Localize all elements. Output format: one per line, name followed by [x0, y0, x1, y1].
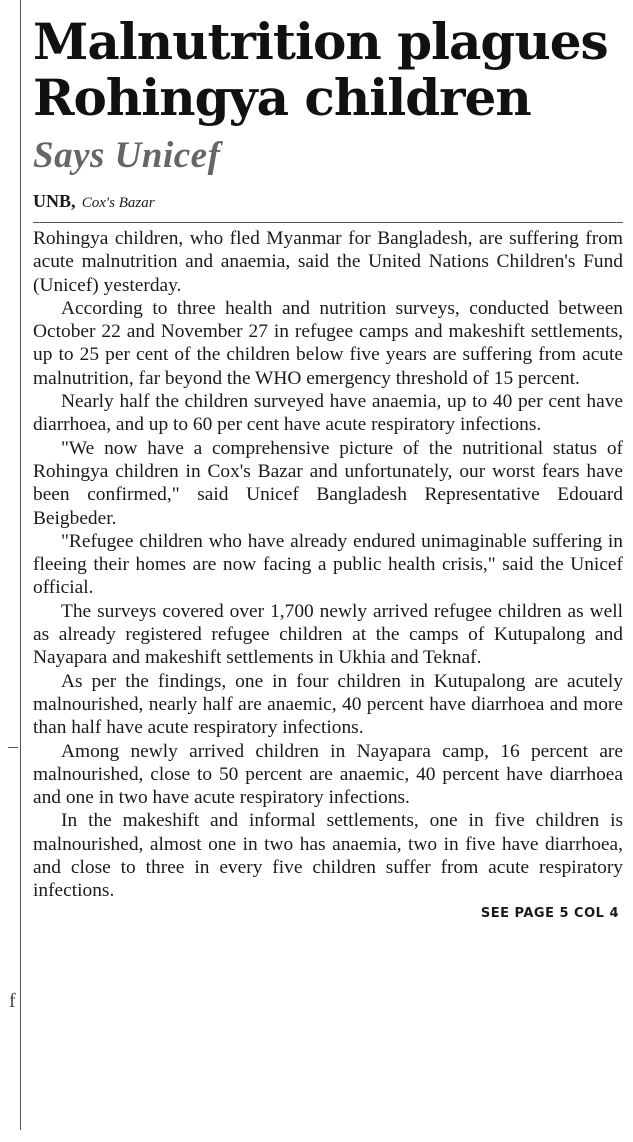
- paragraph: Among newly arrived children in Nayapara camp, 16 percent are malnourished, close to 50 percent are anaemic, 40 percent have diarrhoea and one in two have acute respiratory infections.: [33, 740, 623, 809]
- subheadline: Says Unicef: [33, 135, 221, 176]
- paragraph: "We now have a comprehensive picture of the nutritional status of Rohingya children in Cox's Bazar and unfortunately, our worst fears have been confirmed," said Unicef Bangladesh Representative Edouard Beigbeder.: [33, 437, 623, 529]
- paragraph: The surveys covered over 1,700 newly arrived refugee children as well as already registered refugee children at the camps of Kutupalong and Nayapara and makeshift settlements in Ukhia and Teknaf.: [33, 600, 623, 669]
- paragraph: In the makeshift and informal settlements, one in five children is malnourished, almost one in two has anaemia, two in five have diarrhoea, and close to three in every five children suffer from acute respiratory infections.: [33, 810, 623, 902]
- paragraph: According to three health and nutrition surveys, conducted between October 22 and November 27 in refugee camps and makeshift settlements, up to 25 per cent of the children below five years are suffering from acute malnutrition, far beyond the WHO emergency threshold of 15 percent.: [33, 297, 623, 389]
- article-body: [33, 227, 623, 903]
- news-article: [33, 0, 623, 921]
- continuation-jump: SEE PAGE 5 COL 4: [480, 905, 619, 921]
- adjacent-column-fragment: f: [9, 990, 16, 1012]
- headline-line-2: Rohingya children: [33, 68, 531, 127]
- paragraph: Rohingya children, who fled Myanmar for Bangladesh, are suffering from acute malnutrition and anaemia, said the United Nations Children's Fund (Unicef) yesterday.: [33, 228, 623, 296]
- paragraph: As per the findings, one in four children in Kutupalong are acutely malnourished, nearly half are anaemic, 40 percent have diarrhoea and more than half have acute respiratory infections.: [33, 670, 623, 739]
- paragraph: Nearly half the children surveyed have anaemia, up to 40 per cent have diarrhoea, and up to 60 per cent have acute respiratory infections.: [33, 391, 623, 436]
- dateline: Cox's Bazar: [81, 195, 155, 211]
- news-agency: UNB,: [33, 191, 76, 211]
- column-rule-tick: [8, 747, 18, 748]
- paragraph: "Refugee children who have already endured unimaginable suffering in fleeing their homes are now facing a public health crisis," said the Unicef official.: [33, 530, 623, 599]
- headline-line-1: Malnutrition plagues: [33, 12, 608, 71]
- column-rule: [20, 0, 21, 1130]
- headline: [33, 14, 623, 126]
- byline: [33, 190, 623, 223]
